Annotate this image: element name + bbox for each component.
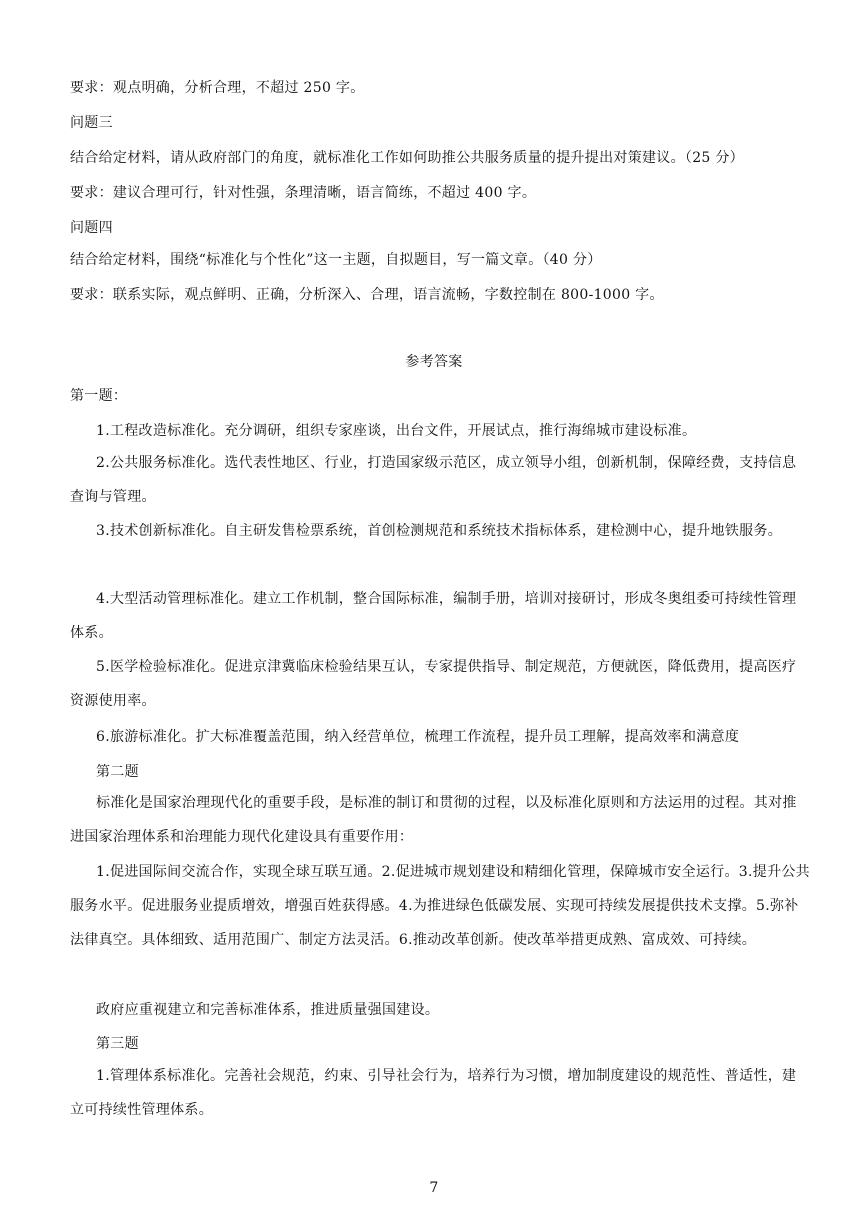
- answer-one-item-4: 4.大型活动管理标准化。建立工作机制，整合国际标准，编制手册，培训对接研讨，形成冬奥组委可持续性管理体系。: [70, 591, 797, 641]
- question-four-heading: 问题四: [70, 220, 113, 236]
- answer-two-body: 1.促进国际间交流合作，实现全球互联互通。2.促进城市规划建设和精细化管理，保障城市安全运行。3.提升公共服务水平。促进服务业提质增效，增强百姓获得感。4.为推进绿色低碳发展、实现可持续发展提供技术支撑。5.弥补法律真空。具体细致、适用范围广、制定方法灵活。6.推动改革创新。使改革举措更成熟、富成效、可持续。: [70, 864, 810, 948]
- answer-one-item-3: 3.技术创新标准化。自主研发售检票系统，首创检测规范和系统技术指标体系，建检测中心，提升地铁服务。: [96, 523, 783, 539]
- answer-one-item-6: 6.旅游标准化。扩大标准覆盖范围，纳入经营单位，梳理工作流程，提升员工理解，提高效率和满意度: [96, 729, 740, 745]
- requirement-q4: 要求：联系实际，观点鲜明、正确，分析深入、合理，语言流畅，字数控制在 800-1000 字。: [70, 287, 664, 303]
- requirement-q3: 要求：建议合理可行，针对性强，条理清晰，语言简练，不超过 400 字。: [70, 185, 537, 201]
- answer-two-intro: 标准化是国家治理现代化的重要手段，是标准的制订和贯彻的过程，以及标准化原则和方法运用的过程。其对推进国家治理体系和治理能力现代化建设具有重要作用：: [70, 795, 797, 845]
- answer-three-heading: 第三题: [96, 1036, 139, 1052]
- answer-two-heading: 第二题: [96, 764, 139, 780]
- requirement-q2: 要求：观点明确，分析合理，不超过 250 字。: [70, 80, 365, 96]
- answer-two-conclusion: 政府应重视建立和完善标准体系，推进质量强国建设。: [96, 1002, 440, 1018]
- answer-one-item-5: 5.医学检验标准化。促进京津冀临床检验结果互认，专家提供指导、制定规范，方便就医，降低费用，提高医疗资源使用率。: [70, 659, 797, 709]
- question-four-text: 结合给定材料，围绕“标准化与个性化”这一主题，自拟题目，写一篇文章。（40 分）: [70, 252, 602, 268]
- answer-three-item-1: 1.管理体系标准化。完善社会规范，约束、引导社会行为，培养行为习惯，增加制度建设的规范性、普适性，建立可持续性管理体系。: [70, 1068, 797, 1118]
- question-three-heading: 问题三: [70, 115, 113, 131]
- answer-one-heading: 第一题：: [70, 388, 128, 404]
- question-three-text: 结合给定材料，请从政府部门的角度，就标准化工作如何助推公共服务质量的提升提出对策建议。（25 分）: [70, 150, 744, 166]
- answer-section-title: 参考答案: [405, 354, 463, 370]
- page-number: 7: [429, 1180, 439, 1196]
- answer-one-item-1: 1.工程改造标准化。充分调研，组织专家座谈，出台文件，开展试点，推行海绵城市建设标准。: [96, 423, 697, 439]
- answer-one-item-2: 2.公共服务标准化。选代表性地区、行业，打造国家级示范区，成立领导小组，创新机制，保障经费，支持信息查询与管理。: [70, 455, 797, 505]
